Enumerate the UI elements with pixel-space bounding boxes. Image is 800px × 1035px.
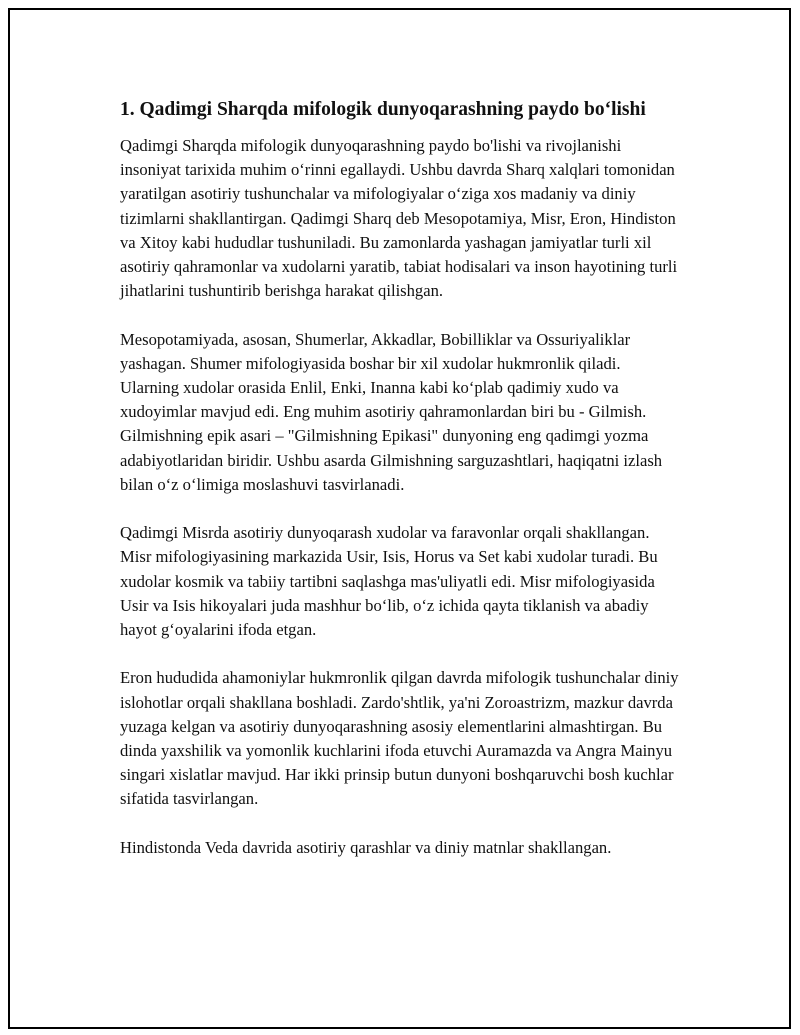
paragraph-egypt: Qadimgi Misrda asotiriy dunyoqarash xudolar va faravonlar orqali shakllangan. Misr mifologiyasining markazida Usir, Isis, Horus va Set kabi xudolar turadi. Bu xudolar kosmik va tabiiy tartibni saqlashga mas'uliyatli edi. Misr mifologiyasida Usir va Isis hikoyalari juda mashhur bo‘lib, o‘z ichida qayta tiklanish va abadiy hayot g‘oyalarini ifoda etgan. — [120, 523, 658, 640]
section-heading: 1. Qadimgi Sharqda mifologik dunyoqarashning paydo bo‘lishi — [120, 99, 646, 120]
document-content — [120, 97, 680, 884]
paragraph-intro: Qadimgi Sharqda mifologik dunyoqarashning paydo bo'lishi va rivojlanishi insoniyat tarixida muhim o‘rinni egallaydi. Ushbu davrda Sharq xalqlari tomonidan yaratilgan asotiriy tushunchalar va mifologiyalar o‘ziga xos madaniy va diniy tizimlarni shakllantirgan. Qadimgi Sharq deb Mesopotamiya, Misr, Eron, Hindiston va Xitoy kabi hududlar tushuniladi. Bu zamonlarda yashagan jamiyatlar turli xil asotiriy qahramonlar va xudolarni yaratib, tabiat hodisalari va inson hayotining turli jihatlarini tushuntirib berishga harakat qilishgan. — [120, 136, 678, 301]
paragraph-iran: Eron hududida ahamoniylar hukmronlik qilgan davrda mifologik tushunchalar diniy islohotlar orqali shakllana boshladi. Zardo'shtlik, ya'ni Zoroastrizm, mazkur davrda yuzaga kelgan va asotiriy dunyoqarashning asosiy elementlarini almashtirgan. Bu dinda yaxshilik va yomonlik kuchlarini ifoda etuvchi Auramazda va Angra Mainyu singari xislatlar mavjud. Har ikki prinsip butun dunyoni boshqaruvchi bosh kuchlar sifatida tasvirlangan. — [120, 668, 679, 809]
paragraph-mesopotamia: Mesopotamiyada, asosan, Shumerlar, Akkadlar, Bobilliklar va Ossuriyaliklar yashagan. Shumer mifologiyasida boshar bir xil xudolar hukmronlik qiladi. Ularning xudolar orasida Enlil, Enki, Inanna kabi ko‘plab qadimiy xudo va xudoyimlar mavjud edi. Eng muhim asotiriy qahramonlardan biri bu - Gilmish. Gilmishning epik asari – "Gilmishning Epikasi" dunyoning eng qadimgi yozma adabiyotlaridan biridir. Ushbu asarda Gilmishning sarguzashtlari, haqiqatni izlash bilan o‘z o‘limiga moslashuvi tasvirlanadi. — [120, 329, 663, 494]
paragraph-india: Hindistonda Veda davrida asotiriy qarashlar va diniy matnlar shakllangan. — [120, 837, 612, 857]
document-page — [8, 8, 791, 1029]
